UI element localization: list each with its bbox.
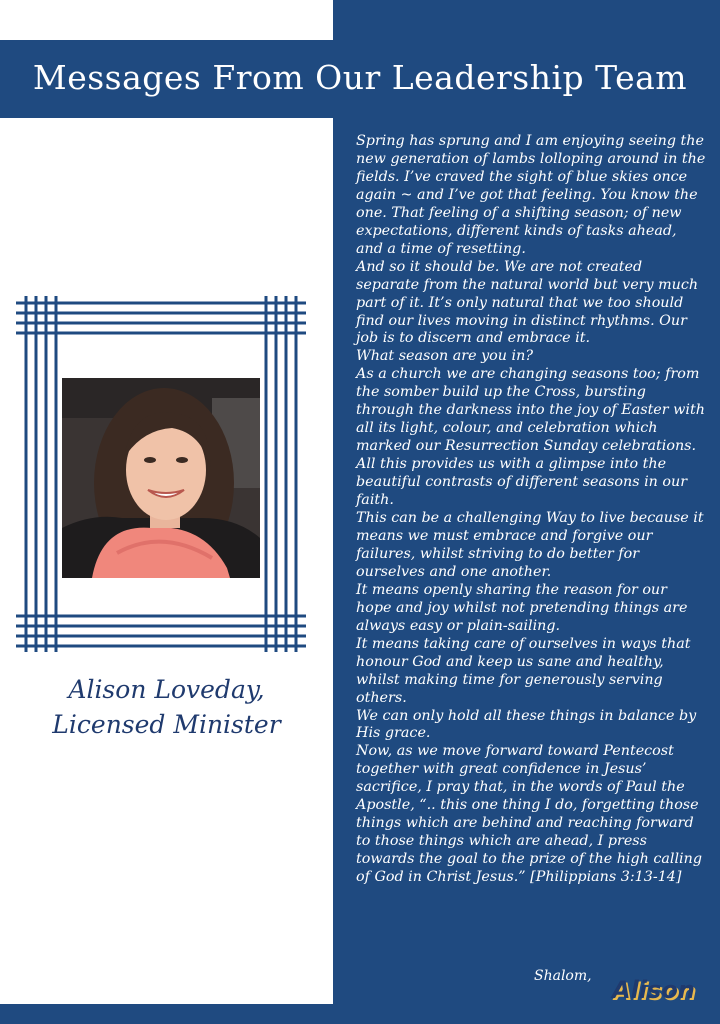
- author-name: [0, 672, 333, 742]
- author-name-line1: Alison Loveday,: [68, 675, 265, 704]
- signature: [612, 976, 712, 1016]
- message-paragraph: As a church we are changing seasons too; from the somber build up the Cross, bursting through the darkness into the joy of Easter with all its light, colour, and celebration which marked our Resurrection Sunday celebrations.: [356, 366, 705, 455]
- page-title: Messages From Our Leadership Team: [32, 58, 688, 97]
- message-paragraph: This can be a challenging Way to live because it means we must embrace and forgive our failures, whilst striving to do better for ourselves and one another.: [356, 510, 704, 580]
- message-paragraph: And so it should be. We are not created separate from the natural world but very much part of it. It’s only natural that we too should find our lives moving in distinct rhythms. Our job is to discern and embrace it.: [356, 258, 699, 347]
- message-paragraph: It means openly sharing the reason for our hope and joy whilst not pretending things are always easy or plain-sailing.: [356, 581, 688, 634]
- author-title: Licensed Minister: [52, 710, 281, 739]
- message-paragraph: It means taking care of ourselves in ways that honour God and keep us sane and healthy, whilst making time for generously serving others.: [356, 635, 691, 706]
- closing-salutation: Shalom,: [534, 968, 592, 984]
- signature-text: Alison: [612, 976, 695, 1004]
- message-paragraph: We can only hold all these things in balance by His grace.: [356, 707, 697, 742]
- bottom-rule: [0, 1004, 333, 1024]
- message-paragraph: Spring has sprung and I am enjoying seeing the new generation of lambs lolloping around in the fields. I’ve craved the sight of blue skies once again ~ and I’ve got that feeling. You know the one. That feeling of a shifting season; of new expectations, different kinds of tasks ahead, and a time of resetting.: [356, 133, 706, 257]
- message-paragraph: What season are you in?: [356, 348, 533, 365]
- message-paragraph: All this provides us with a glimpse into the beautiful contrasts of different seasons in our faith.: [356, 456, 688, 509]
- message-body: [356, 133, 706, 887]
- portrait-photo: [62, 378, 260, 578]
- top-white-strip: [0, 16, 318, 40]
- message-paragraph: Now, as we move forward toward Pentecost together with great confidence in Jesus’ sacrifice, I pray that, in the words of Paul the Apostle, “.. this one thing I do, forgetting those things which are behind and reaching forward to those things which are ahead, I press towards the goal to the prize of the high calling of God in Christ Jesus.” [Philippians 3:13-14]: [356, 743, 702, 886]
